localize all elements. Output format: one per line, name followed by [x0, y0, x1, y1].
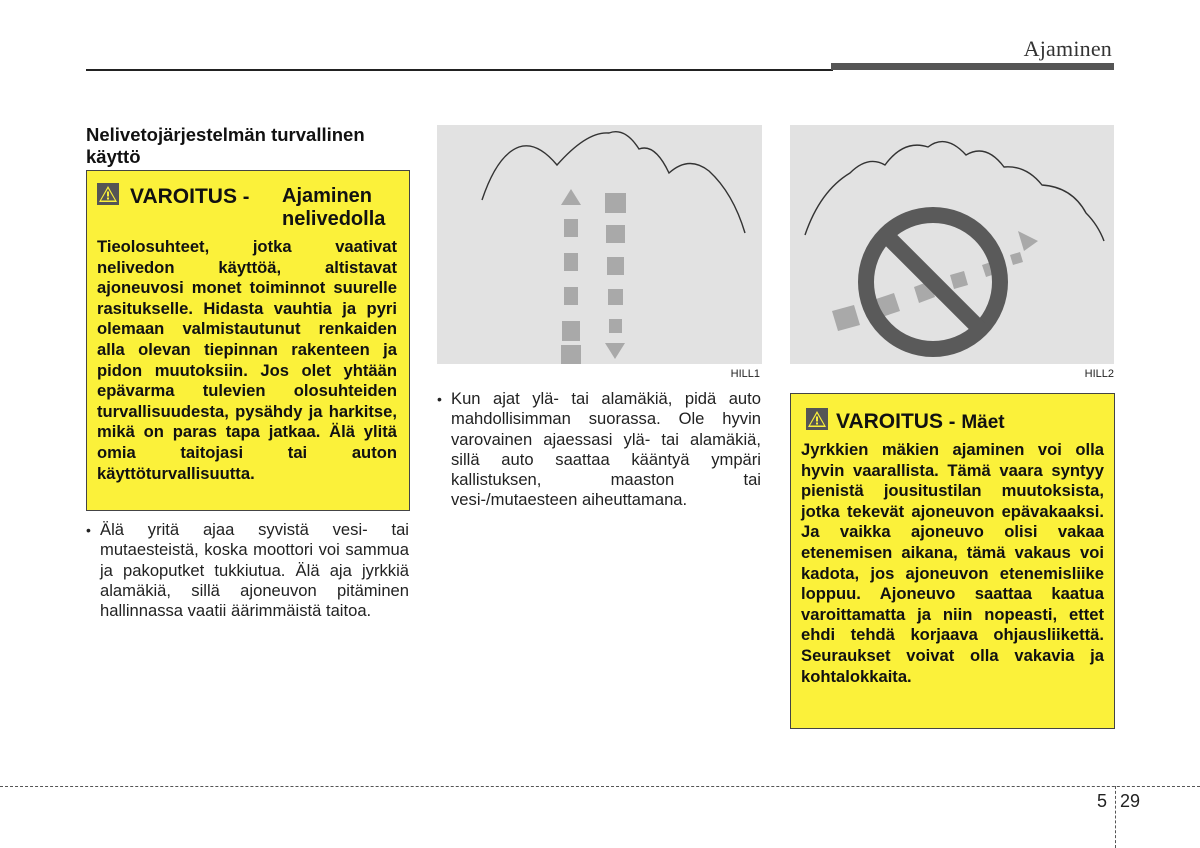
page-number-divider [1115, 786, 1116, 848]
figure-caption: HILL1 [730, 368, 760, 380]
warning-triangle-icon [806, 408, 828, 430]
warning-box-hills [790, 393, 1115, 729]
figure-hill2 [790, 125, 1114, 380]
warning-subtitle-4wd: Ajaminen nelivedolla [282, 185, 386, 230]
figure-caption: HILL2 [1084, 368, 1114, 380]
warning-subtitle-hills: Mäet [961, 412, 1005, 433]
warning-body-hills: Jyrkkien mäkien ajaminen voi olla hyvin vaarallista. Tämä vaara syntyy pienistä jousitustilan muutoksista, jotka tekevät ajoneuvon epävakaaksi. Ja vaikka ajoneuvo olisi vakaa etenemisen aikana, tämä vakaus voi kadota, jos ajoneuvon etenemisliike loppuu. Ajoneuvo saattaa kaatua varoittamatta ja niin nopeasti, ettet ehdi tehdä korjaava ohjausliikettä. Seuraukset voivat olla vakavia ja kohtalokkaita. [801, 440, 1104, 686]
header-rule-accent [831, 63, 1114, 70]
warning-triangle-icon [97, 183, 119, 205]
hill-diagonal-prohibited-illustration [790, 125, 1114, 364]
running-head: Ajaminen [1023, 36, 1112, 61]
page-number: 29 [1120, 791, 1141, 811]
warning-box-4wd [86, 170, 410, 511]
warning-separator: - [948, 411, 956, 433]
section-heading: Nelivetojärjestelmän turvallinen käyttö [86, 124, 365, 167]
warning-separator: - [242, 186, 250, 208]
chapter-number: 5 [1097, 791, 1108, 811]
footer-rule [0, 786, 1200, 787]
warning-title-hills [836, 410, 1106, 435]
bullet-list-left [86, 520, 409, 621]
warning-body-4wd: Tieolosuhteet, jotka vaativat nelivedon käyttöä, altistavat ajoneuvosi monet toiminnot suurelle rasitukselle. Hidasta vauhtia ja pyri olemaan valmistautunut renkaiden alla olevan tiepinnan rakenteen ja pidon muutoksiin. Jos olet yhtään epävarma tulevien olosuhteiden turvallisuudesta, pysähdy ja harkitse, mikä on paras tapa jatkaa. Älä ylitä omia taitojasi tai auton käyttöturvallisuutta. [97, 237, 397, 483]
bullet-list-middle [437, 389, 761, 511]
warning-label: VAROITUS [130, 185, 237, 208]
hill-straight-illustration [437, 125, 762, 364]
list-item: • Älä yritä ajaa syvistä vesi- tai mutaesteistä, koska moottori voi sammua ja pakoputket tukkiutua. Älä aja jyrkkiä alamäkiä, sillä ajoneuvon pitäminen hallinnassa vaatii äärimmäistä taitoa. [86, 520, 409, 621]
header-rule [86, 69, 833, 71]
warning-label: VAROITUS [836, 410, 943, 433]
list-item: • Kun ajat ylä- tai alamäkiä, pidä auto mahdollisimman suorassa. Ole hyvin varovainen ajaessasi ylä- tai alamäkiä, sillä auto saattaa kääntyä ympäri kallistuksen, maaston tai vesi-/mutaesteen aiheuttamana. [437, 389, 761, 511]
figure-hill1 [437, 125, 762, 380]
